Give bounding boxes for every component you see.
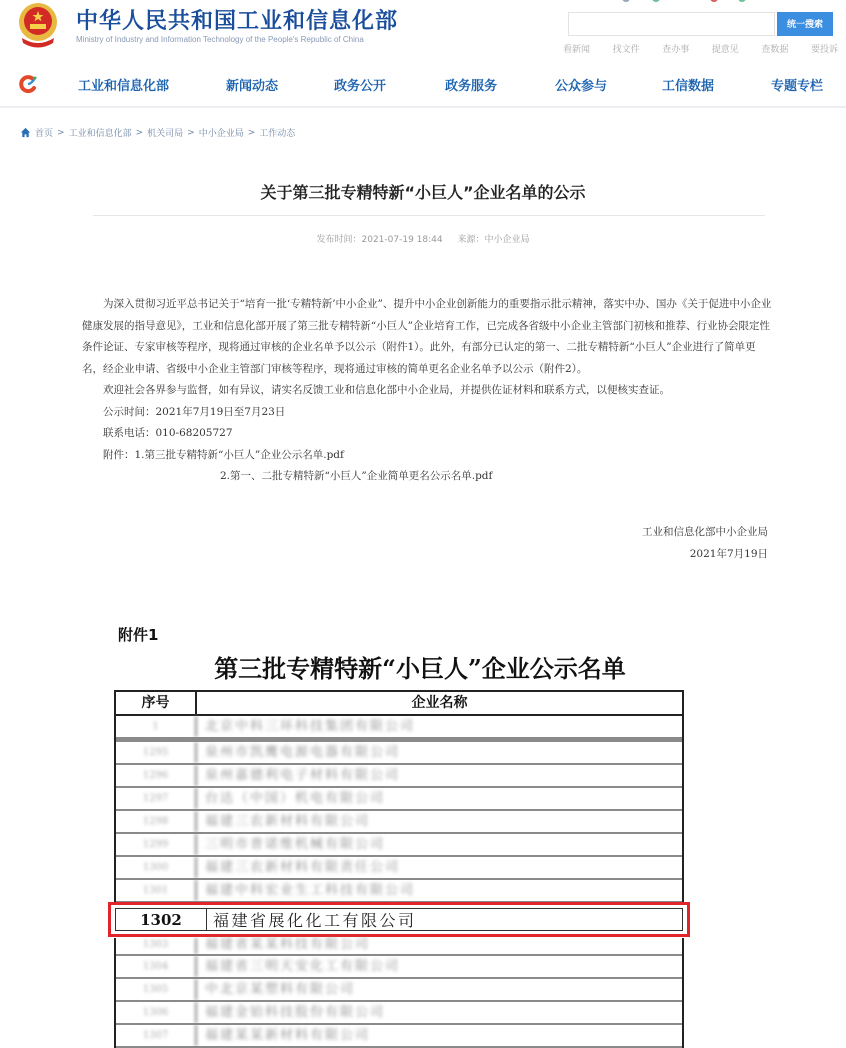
table-row [116,938,682,956]
row-number: 1300 [116,857,197,878]
row-company: 福建三农新材料有限责任公司 [205,860,401,875]
breadcrumb-miit[interactable]: 工业和信息化部 [68,129,132,139]
row-number: 1 [116,716,197,737]
table-row [116,811,682,834]
row-number: 1298 [116,811,197,832]
quick-link-news[interactable]: 看新闻 [563,45,591,55]
row-number: 1307 [116,1025,197,1046]
row-company: 福建省某某科技有限公司 [205,937,371,952]
table-row [116,1025,682,1048]
contact-phone: 联系电话：010-68205727 [103,427,233,439]
partial-icon[interactable] [738,0,746,2]
table-row [116,834,682,857]
row-company: 福建省展化化工有限公司 [213,911,417,930]
title-divider [93,215,765,216]
row-number: 1302 [116,909,207,930]
breadcrumb-separator: > [135,127,144,138]
quick-link-data[interactable]: 查数据 [761,45,789,55]
column-header-company: 企业名称 [411,695,468,711]
row-number: 1295 [116,742,197,763]
table-row [116,788,682,811]
table-row [116,956,682,979]
row-number: 1296 [116,765,197,786]
breadcrumb-separator: > [57,127,65,138]
row-company: 福建中科宏业生工科技有限公司 [205,883,416,898]
quick-links [563,42,838,55]
home-icon[interactable] [20,127,31,138]
site-subtitle: Ministry of Industry and Information Technology of the People's Republic of China [76,35,364,44]
table-row [116,716,682,742]
signature-org: 工业和信息化部中小企业局 [642,526,768,538]
partial-icon[interactable] [710,0,718,2]
article-title: 关于第三批专精特新“小巨人”企业名单的公示 [260,183,586,202]
nav-item-data[interactable]: 工信数据 [662,79,715,94]
quick-link-services[interactable]: 查办事 [662,45,690,55]
site-title[interactable]: 中华人民共和国工业和信息化部 [76,9,399,34]
quick-link-suggestions[interactable]: 提意见 [711,45,739,55]
row-company: 福建省三明天安化工有限公司 [205,959,401,974]
row-company: 台达（中国）机电有限公司 [205,791,386,806]
table-row [116,1002,682,1025]
nav-item-news[interactable]: 新闻动态 [226,79,279,94]
breadcrumb-separator: > [187,127,195,138]
row-company: 北京中科三环科技集团有限公司 [205,719,416,734]
national-emblem-icon [17,2,59,48]
nav-item-miit[interactable]: 工业和信息化部 [78,79,170,94]
table-row [115,908,683,931]
row-number: 1306 [116,1002,197,1023]
company-table-continued [114,938,684,1048]
miit-logo-icon[interactable] [18,74,38,94]
row-number: 1301 [116,880,197,901]
site-header [0,0,846,62]
breadcrumb [20,126,295,139]
nav-item-public-participation[interactable]: 公众参与 [555,79,608,94]
article-meta [0,232,846,245]
partial-icon[interactable] [622,0,630,2]
signature-date: 2021年7月19日 [689,548,768,560]
quick-link-complaints[interactable]: 要投诉 [810,45,838,55]
article-source: 来源：中小企业局 [457,235,530,245]
company-table [114,690,684,903]
column-header-number: 序号 [116,692,197,714]
breadcrumb-sme-bureau[interactable]: 中小企业局 [198,129,244,139]
body-paragraph: 欢迎社会各界参与监督，如有异议，请实名反馈工业和信息化部中小企业局，并提供佐证材料和联系方式，以便核实查证。 [103,384,670,396]
attachment-label: 附件1 [118,626,159,644]
quick-link-documents[interactable]: 找文件 [612,45,640,55]
partial-icon[interactable] [652,0,660,2]
highlighted-company-row [108,902,690,937]
table-row [116,742,682,765]
search-button[interactable]: 统一搜索 [777,12,833,36]
article-body [82,294,774,488]
attachment-title: 第三批专精特新“小巨人”企业公示名单 [214,654,626,683]
top-icons-partial [600,0,760,4]
row-company: 泉州嘉德利电子材料有限公司 [205,768,401,783]
row-number: 1299 [116,834,197,855]
row-company: 中北京某塑料有限公司 [205,982,356,997]
row-number: 1297 [116,788,197,809]
main-nav [0,62,846,108]
publish-time: 发布时间：2021-07-19 18:44 [316,235,443,245]
row-number: 1303 [116,938,197,954]
row-company: 泉州市凯鹰电源电器有限公司 [205,745,401,760]
breadcrumb-separator: > [247,127,256,138]
body-paragraph: 为深入贯彻习近平总书记关于“培育一批‘专精特新’中小企业”、提升中小企业创新能力的重要指示批示精神，落实中办、国办《关于促进中小企业健康发展的指导意见》，工业和信息化部开展了第三批专精特新“小巨人”企业培育工作，已完成各省级中小企业主管部门初核和推荐、行业协会限定性条件论证、专家审核等程序，现将通过审核的企业名单予以公示（附件1）。此外，有部分已认定的第一、二批专精特新“小巨人”企业进行了简单更名，经企业申请、省级中小企业主管部门审核等程序，现将通过审核的简单更名企业名单予以公示（附件2）。 [82,298,772,375]
publicity-period: 公示时间：2021年7月19日至7月23日 [103,405,286,418]
table-header [116,692,682,716]
row-company: 三明市普诺维机械有限公司 [205,837,386,852]
breadcrumb-work-news[interactable]: 工作动态 [259,129,296,139]
row-company: 福建某某新材料有限公司 [205,1028,371,1043]
attachment-link-2[interactable]: 2.第一、二批专精特新“小巨人”企业简单更名公示名单.pdf [220,470,493,482]
nav-item-government-affairs[interactable]: 政务公开 [334,79,387,94]
row-company: 福建三农新材料有限公司 [205,814,371,829]
table-row [116,880,682,903]
nav-item-government-services[interactable]: 政务服务 [445,79,498,94]
table-row [116,979,682,1002]
nav-item-special-topics[interactable]: 专题专栏 [771,79,824,94]
table-row [116,857,682,880]
signature [642,521,768,565]
row-number: 1305 [116,979,197,1000]
breadcrumb-home[interactable]: 首页 [35,129,54,139]
row-company: 福建金铂科技股份有限公司 [205,1005,386,1020]
search-input[interactable] [568,12,775,36]
breadcrumb-departments[interactable]: 机关司局 [147,129,184,139]
table-row [116,765,682,788]
row-number: 1304 [116,956,197,977]
attachment-link-1[interactable]: 附件：1.第三批专精特新“小巨人”企业公示名单.pdf [103,448,344,461]
